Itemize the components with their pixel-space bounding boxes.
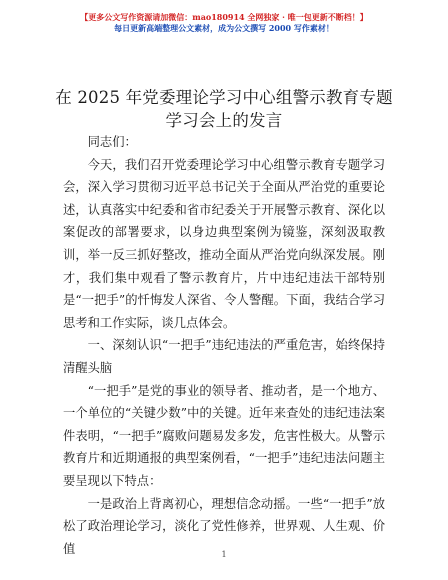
promo-banner <box>0 12 448 34</box>
section-heading: 一、深刻认识“一把手”违纪违法的严重危害，始终保持清醒头脑 <box>63 338 385 375</box>
document-title: 在 2025 年党委理论学习中心组警示教育专题学习会上的发言 <box>55 88 393 130</box>
paragraph-intro: 今天，我们召开党委理论学习中心组警示教育专题学习会，深入学习贯彻习近平总书记关于全面从严治党的重要论述，认真落实中纪委和省市纪委关于开展警示教育、深化以案促改的部署要求，以身边典型案例为镜鉴，深刻汲取教训，举一反三抓好整改，推动全面从严治党向纵深发展。刚才，我们集中观看了警示教育片，片中违纪违法干部特别是“一把手”的忏悔发人深省、令人警醒。下面，我结合学习思考和工作实际，谈几点体会。 <box>63 157 385 330</box>
page-number: 1 <box>221 550 227 559</box>
promo-line-1: 【更多公文写作资源请加微信：mao180914 全网独家 · 唯一包更新不断档！】 <box>80 12 368 22</box>
paragraph-body: “一把手”是党的事业的领导者、推动者，是一个地方、一个单位的“关键少数”中的关键。近年来查处的违纪违法案件表明，“一把手”腐败问题易发多发，危害性极大。从警示教育片和近期通报的典型案例看，“一把手”违纪违法问题主要呈现以下特点： <box>63 383 385 488</box>
paragraph-point-one: 一是政治上背离初心，理想信念动摇。一些“一把手”放松了政治理论学习，淡化了党性修养，世界观、人生观、价值 <box>63 496 385 556</box>
salutation: 同志们： <box>87 135 137 149</box>
promo-line-2: 每日更新高端整理公文素材，成为公文撰写 2000 写作素材！ <box>114 23 334 33</box>
document-body <box>63 131 385 560</box>
